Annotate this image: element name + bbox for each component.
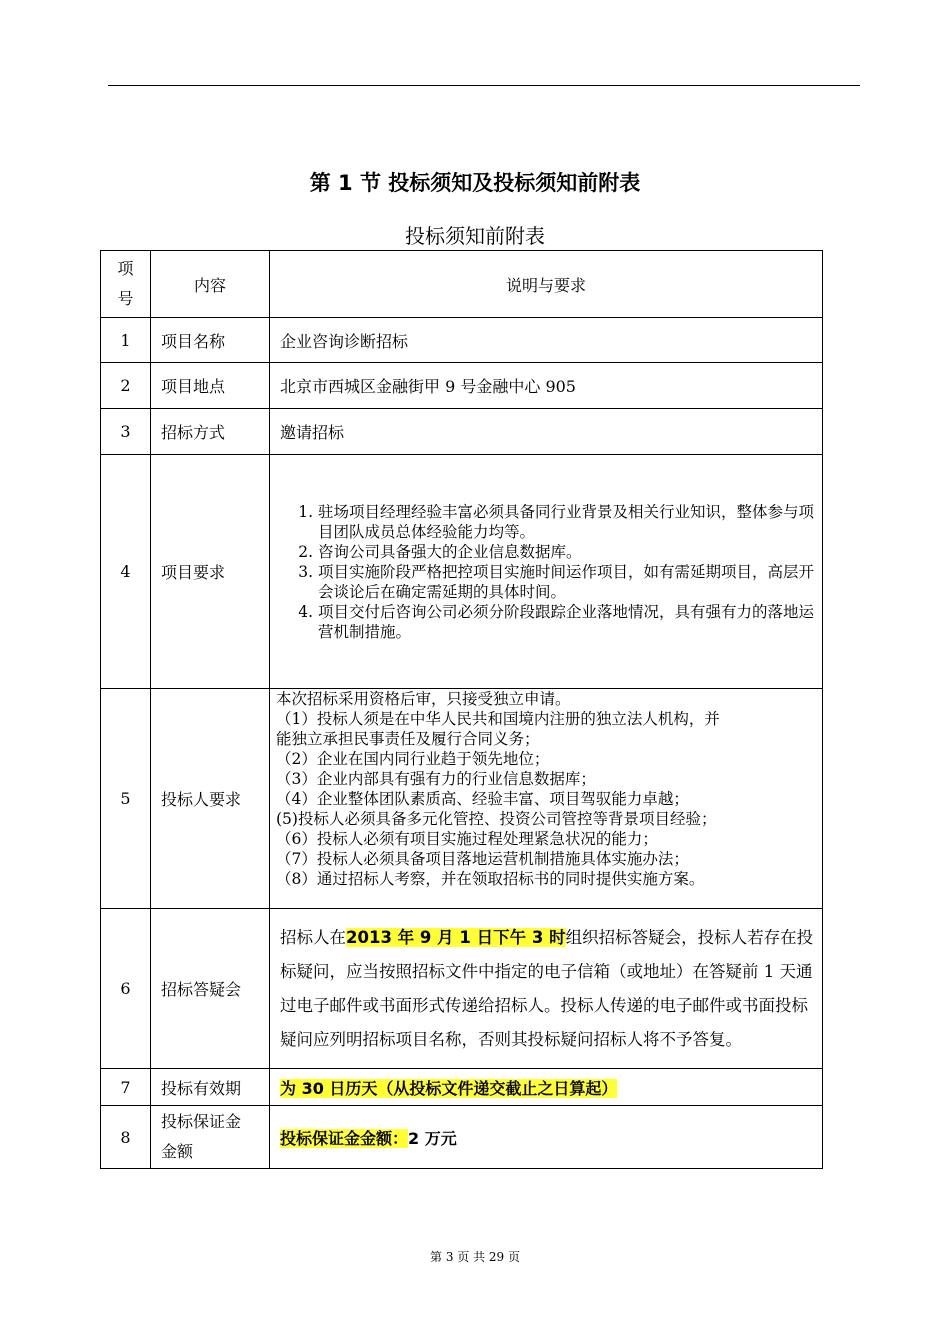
- header-desc: 说明与要求: [270, 251, 823, 318]
- requirements-list: [280, 502, 814, 642]
- header-item: 内容: [151, 251, 270, 318]
- row-desc: 邀请招标: [270, 409, 823, 455]
- row-desc: 北京市西城区金融街甲 9 号金融中心 905: [270, 363, 823, 409]
- table-row: [101, 689, 823, 909]
- row-no: 2: [101, 363, 151, 409]
- table-row: [101, 409, 823, 455]
- highlighted-validity: 为 30 日历天（从投标文件递交截止之日算起）: [280, 1078, 618, 1098]
- row-desc: 招标人在2013 年 9 月 1 日下午 3 时组织招标答疑会，投标人若存在投标疑问，应当按照招标文件中指定的电子信箱（或地址）在答疑前 1 天通过电子邮件或书面形式传递给招标人。投标人传递的电子邮件或书面投标疑问应列明招标项目名称，否则其投标疑问招标人将不予答复。: [270, 909, 823, 1069]
- list-item: 4. 项目交付后咨询公司必须分阶段跟踪企业落地情况，具有强有力的落地运营机制措施。: [318, 602, 814, 642]
- row-no: 1: [101, 318, 151, 363]
- header-rule: [108, 85, 860, 86]
- header-no: 项 号: [101, 251, 151, 318]
- row-desc: [270, 689, 823, 909]
- bidder-requirements: 本次招标采用资格后审，只接受独立申请。 （1）投标人须是在中华人民共和国境内注册的独立法人机构，并 能独立承担民事责任及履行合同义务； （2）企业在国内同行业趋于领先地位； （3）企业内部具有强有力的行业信息数据库； （4）企业整体团队素质高、经验丰富、项目驾驭能力卓越； (5)投标人必须具备多元化管控、投资公司管控等背景项目经验； （6）投标人必须有项目实施过程处理紧急状况的能力； （7）投标人必须具备项目落地运营机制措施具体实施办法； （8）通过招标人考察，并在领取招标书的同时提供实施方案。: [276, 690, 720, 888]
- notice-table: [100, 250, 823, 1169]
- page-footer: 第 3 页 共 29 页: [430, 1250, 520, 1264]
- table-header-row: [101, 251, 823, 318]
- row-no: 7: [101, 1069, 151, 1106]
- highlighted-date: 2013 年 9 月 1 日下午 3 时: [346, 927, 566, 947]
- table-row: [101, 909, 823, 1069]
- row-desc: 投标保证金金额：2 万元: [270, 1106, 823, 1169]
- row-item: 投标有效期: [151, 1069, 270, 1106]
- row-no: 6: [101, 909, 151, 1069]
- row-item: 投标人要求: [151, 689, 270, 909]
- row-no: 8: [101, 1106, 151, 1169]
- row-desc: [270, 455, 823, 689]
- table-row: [101, 318, 823, 363]
- highlighted-deposit: 投标保证金金额：: [280, 1128, 409, 1148]
- row-no: 3: [101, 409, 151, 455]
- row-item: 投标保证金 金额: [151, 1106, 270, 1169]
- row-item: 项目要求: [151, 455, 270, 689]
- row-item: 招标答疑会: [151, 909, 270, 1069]
- table-title: 投标须知前附表: [405, 224, 545, 248]
- list-item: 1. 驻场项目经理经验丰富必须具备同行业背景及相关行业知识，整体参与项目团队成员总体经验能力均等。: [318, 502, 814, 542]
- list-item: 2. 咨询公司具备强大的企业信息数据库。: [318, 542, 814, 562]
- section-title: 第 1 节 投标须知及投标须知前附表: [309, 171, 641, 195]
- row-desc: [270, 1069, 823, 1106]
- list-item: 3. 项目实施阶段严格把控项目实施时间运作项目，如有需延期项目，高层开会谈论后在确定需延期的具体时间。: [318, 562, 814, 602]
- table-row: [101, 455, 823, 689]
- table-row: [101, 363, 823, 409]
- table-row: [101, 1106, 823, 1169]
- row-no: 5: [101, 689, 151, 909]
- row-no: 4: [101, 455, 151, 689]
- row-desc: 企业咨询诊断招标: [270, 318, 823, 363]
- row-item: 项目名称: [151, 318, 270, 363]
- row-item: 项目地点: [151, 363, 270, 409]
- row-item: 招标方式: [151, 409, 270, 455]
- table-row: [101, 1069, 823, 1106]
